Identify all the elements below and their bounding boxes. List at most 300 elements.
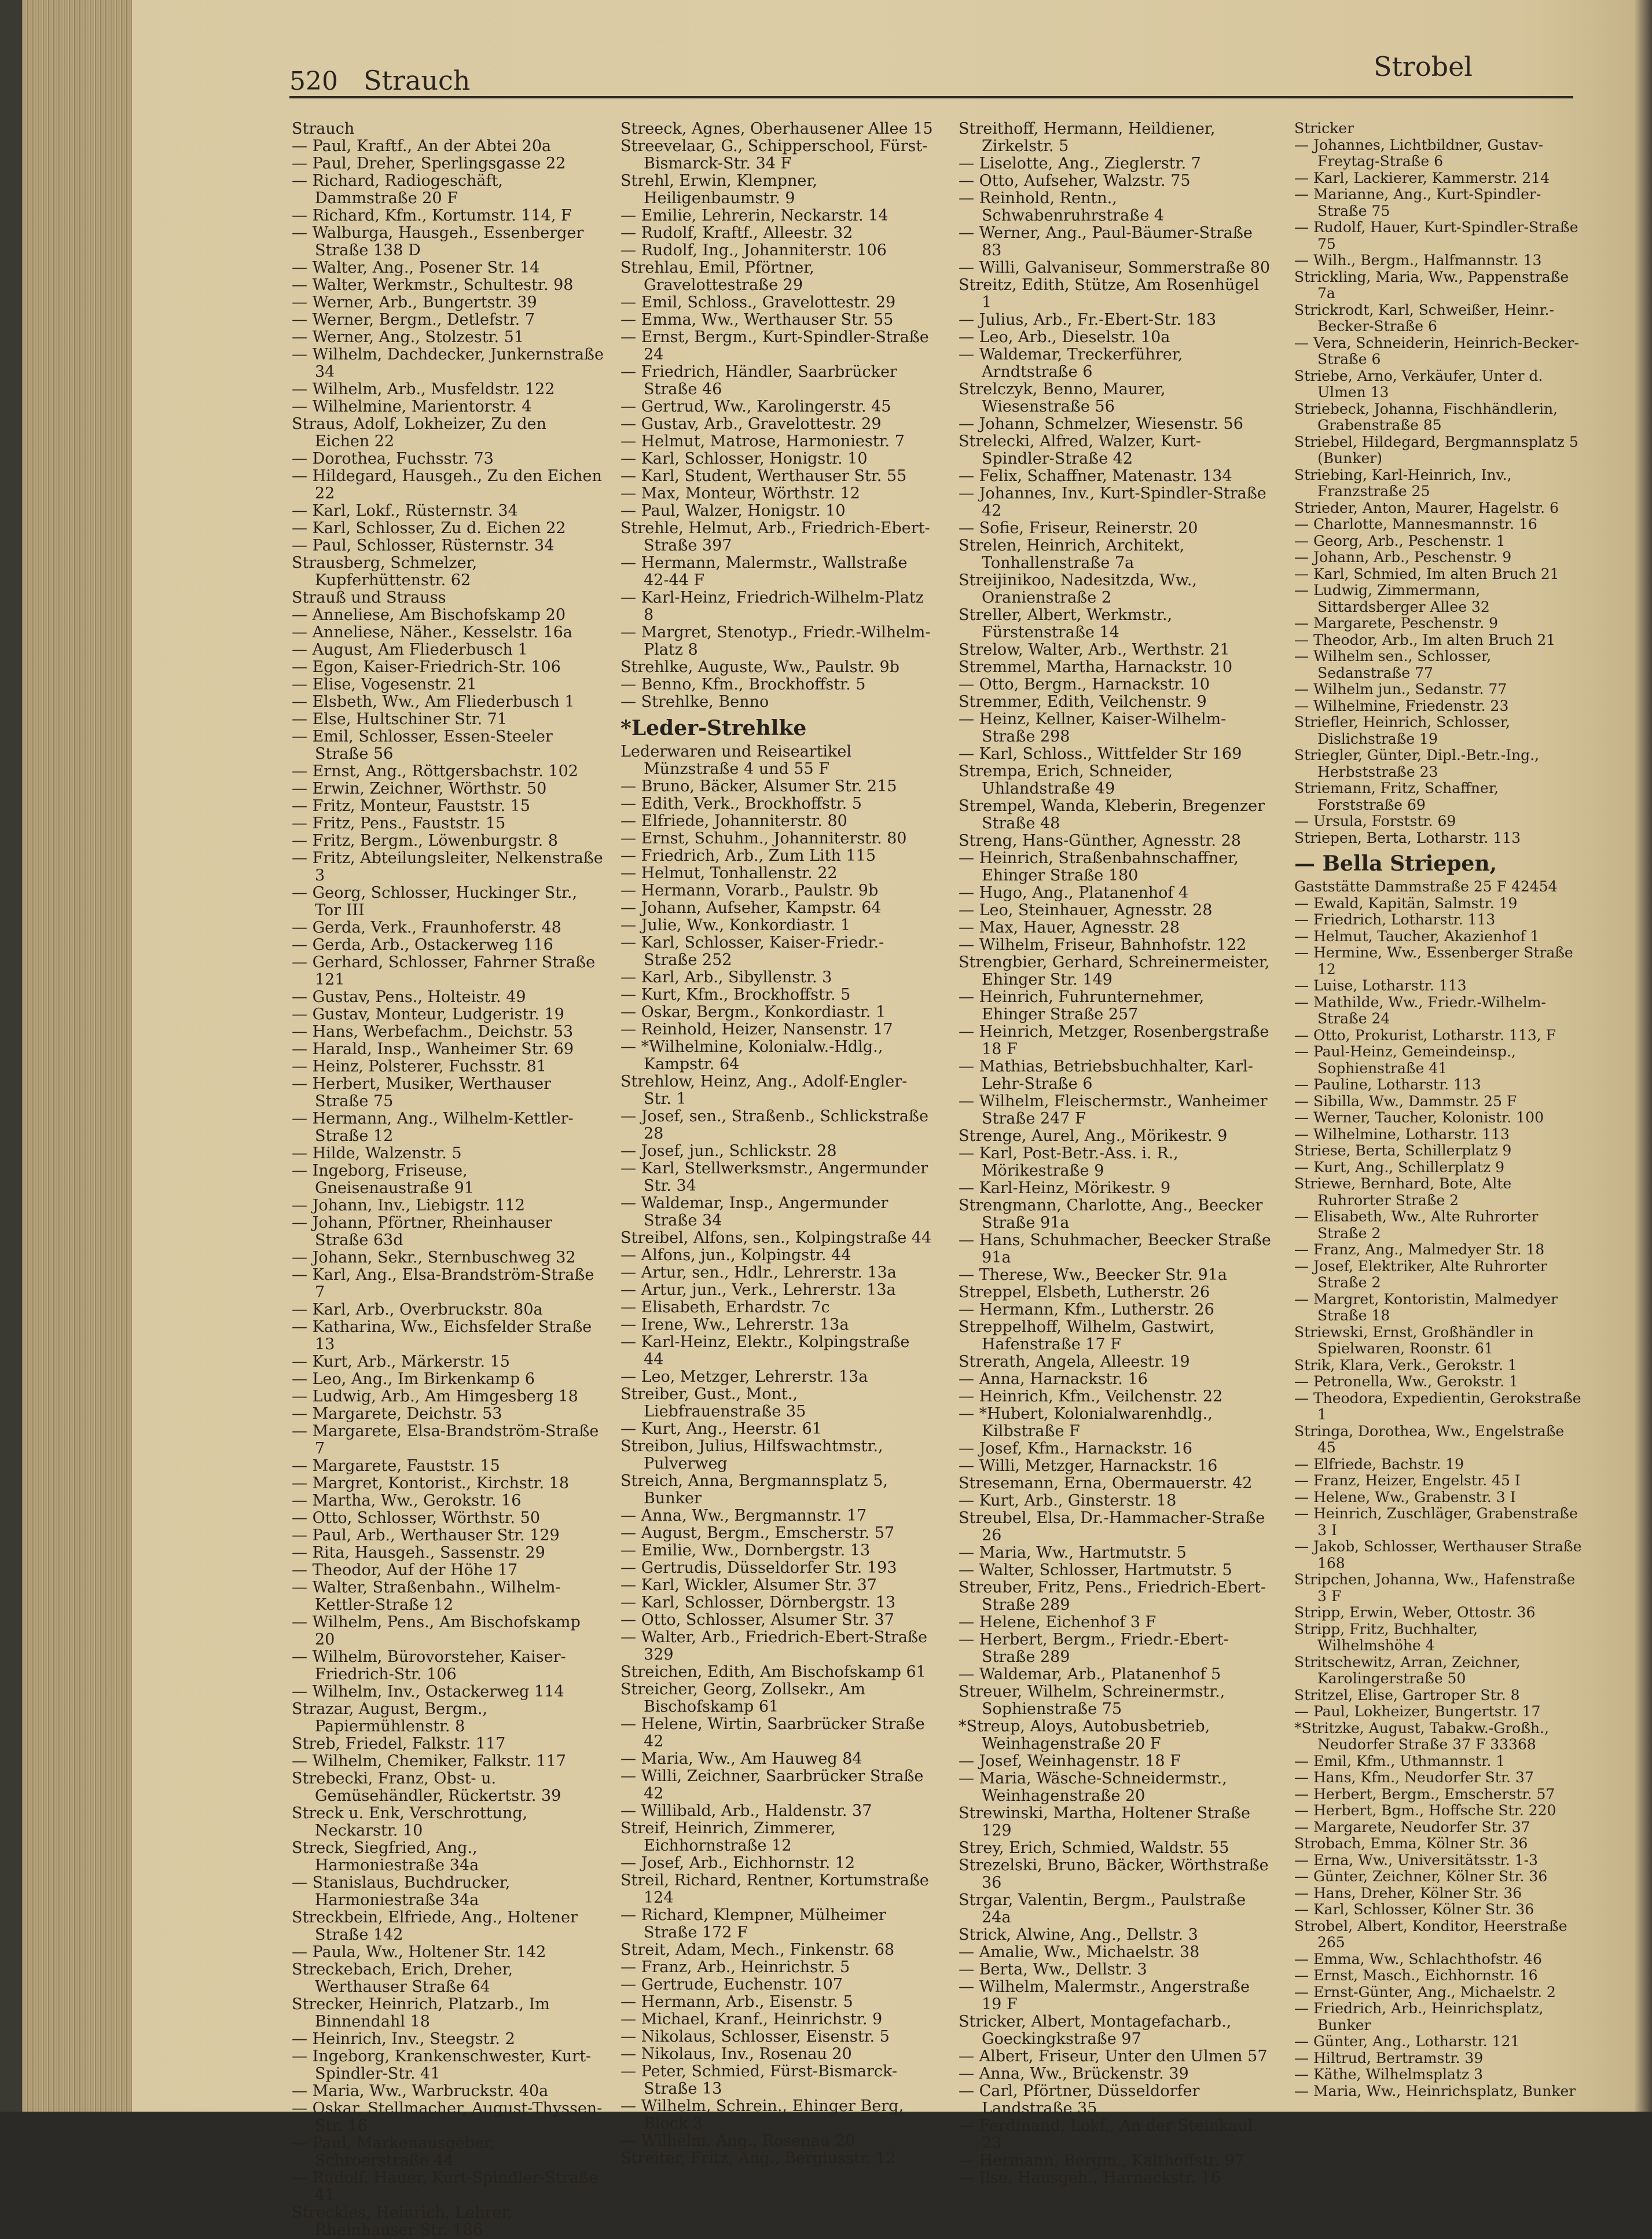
page-number: 520: [289, 67, 338, 96]
directory-entry: Striebeck, Johanna, Fischhändlerin, Grabenstraße 85: [1294, 400, 1558, 434]
directory-entry: Streckebach, Erich, Dreher, Werthauser Straße 64: [292, 1961, 513, 1996]
directory-entry: — Hermann, Malermstr., Wallstraße 42-44 F: [621, 554, 908, 589]
directory-entry: Streppelhoff, Wilhelm, Gastwirt, Hafenstraße 17 F: [959, 1318, 1215, 1353]
directory-entry: — Richard, Klempner, Mülheimer Straße 172 F: [621, 1906, 886, 1941]
directory-entry: — Emma, Ww., Werthauser Str. 55: [621, 311, 894, 329]
directory-entry: — Leo, Arb., Dieselstr. 10a: [959, 328, 1170, 346]
directory-entry: — Charlotte, Mannesmannstr. 16: [1294, 516, 1537, 533]
book-spine-shadow: [1635, 0, 1652, 2112]
directory-entry: — Fritz, Pens., Fauststr. 15: [292, 814, 506, 832]
directory-entry: — Bruno, Bäcker, Alsumer Str. 215: [621, 777, 897, 795]
directory-entry: — Karl, Schlosser, Kaiser-Friedr.-Straße 252: [621, 934, 884, 969]
directory-entry: — Heinrich, Inv., Steegstr. 2: [292, 2030, 515, 2048]
directory-entry: — Martha, Ww., Gerokstr. 16: [292, 1492, 522, 1510]
directory-entry: Stringa, Dorothea, Ww., Engelstraße 45: [1294, 1422, 1565, 1456]
directory-entry: — Paul, Walzer, Honigstr. 10: [621, 502, 846, 520]
directory-entry: Striefler, Heinrich, Schlosser, Dislichstraße 19: [1294, 714, 1510, 747]
directory-entry: Strempel, Wanda, Kleberin, Bregenzer Straße 48: [959, 797, 1265, 832]
directory-entry: Strenge, Aurel, Ang., Mörikestr. 9: [959, 1127, 1228, 1145]
directory-entry: — Josef, Elektriker, Alte Ruhrorter Straße 2: [1294, 1257, 1547, 1291]
directory-entry: — Friedrich, Arb., Zum Lith 115: [621, 847, 876, 865]
directory-entry: — Alfons, jun., Kolpingstr. 44: [621, 1246, 851, 1264]
directory-entry: — Helmut, Tonhallenstr. 22: [621, 864, 838, 882]
directory-entry: Strehlow, Heinz, Ang., Adolf-Engler-Str. 1: [621, 1073, 908, 1108]
directory-column-4: [1294, 120, 1584, 2099]
directory-entry: Strehlke, Auguste, Ww., Paulstr. 9b: [621, 658, 900, 676]
directory-entry: — Johann, Schmelzer, Wiesenstr. 56: [959, 415, 1243, 433]
directory-entry: — Karl, Ang., Elsa-Brandström-Straße 7: [292, 1266, 594, 1301]
directory-entry: — Georg, Schlosser, Huckinger Str., Tor III: [292, 884, 578, 919]
directory-entry: Gaststätte Dammstraße 25 F 42454: [1294, 878, 1558, 895]
directory-entry: — Johann, Inv., Liebigstr. 112: [292, 1196, 526, 1214]
directory-entry: — Wilhelm sen., Schlosser, Sedanstraße 77: [1294, 648, 1492, 681]
directory-entry: Strerath, Angela, Alleestr. 19: [959, 1353, 1190, 1371]
directory-entry: — Rudolf, Ing., Johanniterstr. 106: [621, 241, 887, 259]
directory-entry: Strempa, Erich, Schneider, Uhlandstraße 49: [959, 762, 1173, 798]
directory-entry: Strelczyk, Benno, Maurer, Wiesenstraße 56: [959, 380, 1166, 416]
directory-entry: Streiter, Fritz, Ang., Bergiusstr. 12: [621, 2149, 896, 2167]
directory-entry: — Werner, Ang., Paul-Bäumer-Straße 83: [959, 224, 1253, 259]
directory-entry: — Karl, Post-Betr.-Ass. i. R., Mörikestraße 9: [959, 1144, 1179, 1180]
directory-entry: — Liselotte, Ang., Zieglerstr. 7: [959, 155, 1201, 172]
directory-entry: Stripp, Fritz, Buchhalter, Wilhelmshöhe 4: [1294, 1620, 1478, 1654]
directory-entry: — Herbert, Bergm., Friedr.-Ebert-Straße 289: [959, 1631, 1229, 1666]
directory-entry: Streuer, Wilhelm, Schreinermstr., Sophienstraße 75: [959, 1683, 1225, 1718]
directory-entry: — Emilie, Lehrerin, Neckarstr. 14: [621, 207, 889, 225]
directory-entry: — Willi, Galvaniseur, Sommerstraße 80: [959, 259, 1271, 277]
directory-entry: Strickrodt, Karl, Schweißer, Heinr.-Becker-Straße 6: [1294, 301, 1554, 335]
directory-entry: — Paula, Ww., Holtener Str. 142: [292, 1943, 546, 1961]
directory-entry: — Margarete, Elsa-Brandström-Straße 7: [292, 1422, 599, 1458]
directory-entry: — Ernst, Ang., Röttgersbachstr. 102: [292, 762, 578, 780]
directory-entry: Striebel, Hildegard, Bergmannsplatz 5 (Bunker): [1294, 433, 1578, 467]
directory-entry: — Vera, Schneiderin, Heinrich-Becker-Straße 6: [1294, 334, 1579, 368]
directory-entry: — Walter, Ang., Posener Str. 14: [292, 259, 540, 277]
directory-entry: — Ernst, Bergm., Kurt-Spindler-Straße 24: [621, 328, 929, 364]
directory-entry: — Ursula, Forststr. 69: [1294, 813, 1456, 829]
directory-entry: — Herbert, Bgm., Hoffsche Str. 220: [1294, 1802, 1556, 1819]
directory-entry: — Kurt, Kfm., Brockhoffstr. 5: [621, 986, 851, 1004]
directory-entry: — August, Am Fliederbusch 1: [292, 641, 528, 659]
directory-entry: — Günter, Zeichner, Kölner Str. 36: [1294, 1868, 1548, 1885]
directory-entry: — Paul, Schlosser, Rüsternstr. 34: [292, 537, 555, 555]
directory-entry: Strehle, Helmut, Arb., Friedrich-Ebert-Straße 397: [621, 519, 930, 555]
running-header-left: [289, 65, 470, 96]
directory-entry: — Karl, Schloss., Wittfelder Str 169: [959, 745, 1242, 763]
directory-entry: — Willi, Zeichner, Saarbrücker Straße 42: [621, 1767, 924, 1803]
directory-entry: Streil, Richard, Rentner, Kortumstraße 124: [621, 1871, 929, 1907]
directory-entry: — Emil, Schlosser, Essen-Steeler Straße 56: [292, 728, 553, 763]
directory-entry: Streibel, Alfons, sen., Kolpingstraße 44: [621, 1229, 932, 1247]
directory-entry: — Leo, Metzger, Lehrerstr. 13a: [621, 1368, 868, 1386]
directory-entry: Stremmel, Martha, Harnackstr. 10: [959, 658, 1233, 676]
directory-entry: — Rudolf, Hauer, Kurt-Spindler-Straße 75: [1294, 219, 1578, 252]
directory-entry: Strelen, Heinrich, Architekt, Tonhallenstraße 7a: [959, 537, 1185, 572]
directory-entry: — Karl, Lokf., Rüsternstr. 34: [292, 502, 518, 520]
directory-entry: — Egon, Kaiser-Friedrich-Str. 106: [292, 658, 561, 676]
directory-entry: — Kurt, Ang., Schillerplatz 9: [1294, 1158, 1505, 1176]
directory-entry: — Edith, Verk., Brockhoffstr. 5: [621, 795, 862, 813]
directory-entry: Streng, Hans-Günther, Agnesstr. 28: [959, 832, 1241, 850]
directory-entry: Stritzel, Elise, Gartroper Str. 8: [1294, 1686, 1520, 1704]
directory-entry: — Hildegard, Hausgeh., Zu den Eichen 22: [292, 467, 602, 502]
directory-entry: — Paul, Lokheizer, Bungertstr. 17: [1294, 1703, 1541, 1720]
directory-entry: — Paul, Dreher, Sperlingsgasse 22: [292, 155, 566, 172]
directory-entry: — Berta, Ww., Dellstr. 3: [959, 1961, 1147, 1979]
directory-entry: — Elfriede, Bachstr. 19: [1294, 1455, 1464, 1473]
directory-entry: — Herbert, Musiker, Werthauser Straße 75: [292, 1075, 552, 1110]
directory-entry: — Hermann, Arb., Eisenstr. 5: [621, 1993, 853, 2011]
directory-entry: — Erwin, Zeichner, Wörthstr. 50: [292, 780, 547, 798]
directory-entry: — *Wilhelmine, Kolonialw.-Hdlg., Kampstr. 64: [621, 1038, 883, 1073]
directory-entry: — Reinhold, Heizer, Nansenstr. 17: [621, 1021, 893, 1038]
directory-entry: — Käthe, Wilhelmsplatz 3: [1294, 2066, 1484, 2083]
directory-entry: — Johannes, Lichtbildner, Gustav-Freytag-Straße 6: [1294, 136, 1543, 170]
directory-entry: — Ilse, Hausgeh., Harnackstr. 16: [959, 2169, 1221, 2187]
directory-entry: Strick, Alwine, Ang., Dellstr. 3: [959, 1926, 1198, 1944]
directory-entry: Strengmann, Charlotte, Ang., Beecker Straße 91a: [959, 1196, 1263, 1232]
directory-entry: — Ludwig, Zimmermann, Sittardsberger Allee 32: [1294, 582, 1490, 615]
directory-entry: — Helene, Ww., Grabenstr. 3 I: [1294, 1488, 1516, 1506]
directory-entry: — Franz, Ang., Malmedyer Str. 18: [1294, 1241, 1545, 1258]
directory-entry: *Streup, Aloys, Autobusbetrieb, Weinhagenstraße 20 F: [959, 1717, 1210, 1753]
directory-entry: — Petronella, Ww., Gerokstr. 1: [1294, 1373, 1518, 1390]
directory-column-2: [621, 120, 933, 2167]
directory-entry: — Sibilla, Ww., Dammstr. 25 F: [1294, 1092, 1517, 1110]
directory-entry: — Hermann, Ang., Wilhelm-Kettler-Straße 12: [292, 1110, 574, 1145]
directory-entry: — Anna, Ww., Bergmannstr. 17: [621, 1507, 867, 1525]
directory-entry: — Ingeborg, Krankenschwester, Kurt-Spindler-Str. 41: [292, 2047, 592, 2083]
directory-entry: Strik, Klara, Verk., Gerokstr. 1: [1294, 1356, 1517, 1374]
directory-entry: — Walter, Arb., Friedrich-Ebert-Straße 329: [621, 1628, 928, 1664]
directory-entry: — Benno, Kfm., Brockhoffstr. 5: [621, 676, 866, 693]
directory-entry: Streitz, Edith, Stütze, Am Rosenhügel 1: [959, 276, 1260, 311]
directory-entry: — Karl, Schlosser, Dörnbergstr. 13: [621, 1594, 896, 1612]
directory-entry: Strezelski, Bruno, Bäcker, Wörthstraße 36: [959, 1856, 1269, 1892]
directory-entry: Stripp, Erwin, Weber, Ottostr. 36: [1294, 1604, 1536, 1621]
directory-entry: — Heinz, Polsterer, Fuchsstr. 81: [292, 1058, 546, 1076]
directory-entry: — Karl-Heinz, Elektr., Kolpingstraße 44: [621, 1333, 910, 1368]
directory-entry: Streich, Anna, Bergmannsplatz 5, Bunker: [621, 1472, 888, 1507]
directory-entry: Striemann, Fritz, Schaffner, Forststraße 69: [1294, 780, 1499, 813]
directory-entry: — Erna, Ww., Universitätsstr. 1-3: [1294, 1851, 1538, 1869]
directory-entry: — Walter, Schlosser, Hartmutstr. 5: [959, 1561, 1232, 1579]
directory-entry: — Heinrich, Straßenbahnschaffner, Ehinger Straße 180: [959, 849, 1239, 884]
directory-entry: — Theodor, Arb., Im alten Bruch 21: [1294, 631, 1556, 648]
directory-entry: — Stanislaus, Buchdrucker, Harmoniestraße 34a: [292, 1874, 511, 1909]
directory-entry: — Friedrich, Arb., Heinrichsplatz, Bunker: [1294, 2000, 1544, 2034]
directory-entry: — Otto, Schlosser, Alsumer Str. 37: [621, 1611, 894, 1629]
directory-entry: — Ferdinand, Lokf., An der Steinkaul 23: [959, 2117, 1253, 2152]
directory-entry: — Anna, Ww., Brückenstr. 39: [959, 2065, 1189, 2083]
directory-entry: — Josef, jun., Schlickstr. 28: [621, 1142, 837, 1160]
directory-entry: — Jakob, Schlosser, Werthauser Straße 168: [1294, 1538, 1582, 1572]
directory-entry: — Hermann, Kfm., Lutherstr. 26: [959, 1301, 1214, 1319]
directory-entry: — Werner, Bergm., Detlefstr. 7: [292, 311, 535, 329]
directory-entry: — Josef, Kfm., Harnackstr. 16: [959, 1440, 1192, 1458]
directory-entry: — Dorothea, Fuchsstr. 73: [292, 450, 494, 468]
directory-entry: Striebe, Arno, Verkäufer, Unter d. Ulmen 13: [1294, 367, 1543, 401]
directory-entry: Stricker, Albert, Montagefacharb., Goeckingkstraße 97: [959, 2013, 1232, 2048]
directory-entry: — Gerda, Arb., Ostackerweg 116: [292, 936, 553, 954]
directory-entry: — Waldemar, Treckerführer, Arndtstraße 6: [959, 346, 1183, 381]
directory-entry: — Reinhold, Rentn., Schwabenruhrstraße 4: [959, 189, 1164, 225]
directory-entry: — Kurt, Arb., Ginsterstr. 18: [959, 1492, 1177, 1510]
directory-entry: — Julius, Arb., Fr.-Ebert-Str. 183: [959, 311, 1217, 329]
directory-entry: Strgar, Valentin, Bergm., Paulstraße 24a: [959, 1891, 1246, 1926]
directory-entry: — Wilhelm jun., Sedanstr. 77: [1294, 681, 1507, 698]
directory-entry: — Waldemar, Insp., Angermunder Straße 34: [621, 1194, 889, 1229]
header-rule: [289, 96, 1573, 98]
directory-entry: — Ingeborg, Friseuse, Gneisenaustraße 91: [292, 1162, 474, 1197]
directory-entry: — Friedrich, Lotharstr. 113: [1294, 911, 1496, 928]
directory-entry: — Fritz, Abteilungsleiter, Nelkenstraße 3: [292, 849, 603, 884]
header-first-name: Strauch: [363, 65, 471, 96]
directory-entry: Streck u. Enk, Verschrottung, Neckarstr. 10: [292, 1804, 528, 1840]
directory-entry: Striepen, Berta, Lotharstr. 113: [1294, 829, 1521, 846]
directory-entry: — Ewald, Kapitän, Salmstr. 19: [1294, 894, 1518, 912]
directory-entry: — Emma, Ww., Schlachthofstr. 46: [1294, 1950, 1542, 1968]
directory-entry: — Theodor, Auf der Höhe 17: [292, 1561, 518, 1579]
directory-entry: — Wilhelm, Chemiker, Falkstr. 117: [292, 1752, 566, 1770]
directory-entry: — Wilhelmine, Friedenstr. 23: [1294, 697, 1509, 714]
directory-entry: Streichen, Edith, Am Bischofskamp 61: [621, 1663, 926, 1681]
directory-entry: Streckies, Heinrich, Lehrer, Rheinhauser Str. 186: [292, 2204, 512, 2239]
directory-entry: — Harald, Insp., Wanheimer Str. 69: [292, 1040, 574, 1058]
directory-entry: — Herbert, Bergm., Emscherstr. 57: [1294, 1785, 1555, 1803]
directory-entry: — Luise, Lotharstr. 113: [1294, 977, 1467, 994]
directory-entry: — Ernst, Schuhm., Johanniterstr. 80: [621, 829, 907, 847]
directory-entry: — Amalie, Ww., Michaelstr. 38: [959, 1943, 1200, 1961]
directory-entry: — Artur, jun., Verk., Lehrerstr. 13a: [621, 1281, 896, 1299]
directory-entry: — Irene, Ww., Lehrerstr. 13a: [621, 1316, 849, 1334]
directory-entry: Streithoff, Hermann, Heildiener, Zirkelstr. 5: [959, 120, 1216, 155]
directory-entry: — Richard, Kfm., Kortumstr. 114, F: [292, 207, 572, 225]
directory-entry: — Heinz, Kellner, Kaiser-Wilhelm-Straße 298: [959, 710, 1227, 746]
directory-entry: — Karl, Arb., Overbruckstr. 80a: [292, 1301, 543, 1319]
directory-entry: — Kurt, Arb., Märkerstr. 15: [292, 1353, 510, 1371]
directory-entry: — Julie, Ww., Konkordiastr. 1: [621, 916, 851, 934]
directory-entry: — Helene, Eichenhof 3 F: [959, 1613, 1157, 1631]
directory-entry: — Paul, Kraftf., An der Abtei 20a: [292, 137, 552, 155]
directory-entry: — Karl, Schlosser, Zu d. Eichen 22: [292, 519, 566, 537]
directory-entry: — Gerda, Verk., Fraunhoferstr. 48: [292, 919, 561, 937]
directory-entry: Strobach, Emma, Kölner Str. 36: [1294, 1835, 1528, 1852]
directory-entry: — Kurt, Ang., Heerstr. 61: [621, 1420, 822, 1438]
directory-entry: — Friedrich, Händler, Saarbrücker Straße 46: [621, 363, 897, 398]
directory-entry: — Georg, Arb., Peschenstr. 1: [1294, 532, 1506, 549]
directory-entry: — Elisabeth, Ww., Alte Ruhrorter Straße 2: [1294, 1208, 1539, 1242]
directory-entry: Strickling, Maria, Ww., Pappenstraße 7a: [1294, 268, 1569, 302]
directory-entry: — Otto, Prokurist, Lotharstr. 113, F: [1294, 1026, 1556, 1044]
directory-entry: — Wilhelm, Malermstr., Angerstraße 19 F: [959, 1978, 1250, 2013]
directory-entry: — Michael, Kranf., Heinrichstr. 9: [621, 2010, 883, 2028]
directory-entry: Streeck, Agnes, Oberhausener Allee 15: [621, 120, 933, 138]
directory-entry: — Oskar, Bergm., Konkordiastr. 1: [621, 1003, 886, 1021]
directory-entry: — Gerhard, Schlosser, Fahrner Straße 121: [292, 953, 596, 989]
directory-entry: — Werner, Arb., Bungertstr. 39: [292, 293, 537, 311]
directory-entry: — Johann, Arb., Peschenstr. 9: [1294, 549, 1512, 566]
directory-entry: Strewinski, Martha, Holtener Straße 129: [959, 1804, 1251, 1840]
directory-entry: — Wilhelm, Pens., Am Bischofskamp 20: [292, 1613, 581, 1649]
directory-entry: — Paul, Arb., Werthauser Str. 129: [292, 1526, 560, 1544]
directory-entry: — Ernst-Günter, Ang., Michaelstr. 2: [1294, 1983, 1556, 2001]
directory-entry: — Emil, Kfm., Uthmannstr. 1: [1294, 1752, 1506, 1770]
directory-entry: — Wilhelm, Fleischermstr., Wanheimer Straße 247 F: [959, 1092, 1268, 1128]
directory-entry: — Werner, Ang., Stolzestr. 51: [292, 328, 524, 346]
directory-entry: Strengbier, Gerhard, Schreinermeister, Ehinger Str. 149: [959, 953, 1270, 989]
directory-entry: — Elise, Vogesenstr. 21: [292, 676, 477, 693]
directory-entry: — Heinrich, Metzger, Rosenbergstraße 18 F: [959, 1023, 1269, 1058]
directory-entry: — Wilhelm, Friseur, Bahnhofstr. 122: [959, 936, 1247, 954]
directory-entry: Lederwaren und Reiseartikel Münzstraße 4 und 55 F: [621, 743, 852, 778]
directory-entry: — Hans, Werbefachm., Deichstr. 53: [292, 1023, 574, 1041]
directory-entry: — Margret, Stenotyp., Friedr.-Wilhelm-Platz 8: [621, 623, 931, 659]
directory-entry: — Gustav, Arb., Gravelottestr. 29: [621, 415, 882, 433]
directory-entry: — *Hubert, Kolonialwarenhdlg., Kilbstraße F: [959, 1405, 1213, 1440]
directory-entry: — Helmut, Taucher, Akazienhof 1: [1294, 927, 1540, 945]
directory-entry: — Waldemar, Arb., Platanenhof 5: [959, 1665, 1221, 1683]
directory-entry: — Helmut, Matrose, Harmoniestr. 7: [621, 432, 905, 450]
directory-entry: — Johann, Aufseher, Kampstr. 64: [621, 899, 882, 917]
directory-entry: — Hans, Kfm., Neudorfer Str. 37: [1294, 1769, 1534, 1786]
directory-entry: Strehl, Erwin, Klempner, Heiligenbaumstr. 9: [621, 172, 817, 207]
directory-entry: — Otto, Schlosser, Wörthstr. 50: [292, 1509, 541, 1527]
directory-column-3: [959, 120, 1271, 2187]
directory-entry: — Willibald, Arb., Haldenstr. 37: [621, 1802, 872, 1820]
directory-entry: Streif, Heinrich, Zimmerer, Eichhornstraße 12: [621, 1819, 836, 1855]
directory-entry: — Marianne, Ang., Kurt-Spindler-Straße 75: [1294, 186, 1541, 219]
directory-entry: — Gustav, Monteur, Ludgeristr. 19: [292, 1005, 564, 1023]
directory-entry: — Gertrudis, Düsseldorfer Str. 193: [621, 1559, 897, 1577]
directory-entry: — Hilde, Walzenstr. 5: [292, 1144, 462, 1162]
directory-entry: — Karl, Schlosser, Kölner Str. 36: [1294, 1901, 1534, 1918]
directory-entry: Strelecki, Alfred, Walzer, Kurt-Spindler-Straße 42: [959, 432, 1201, 468]
directory-entry: — Wilh., Bergm., Halfmannstr. 13: [1294, 252, 1542, 269]
directory-entry: Streckbein, Elfriede, Ang., Holtener Straße 142: [292, 1908, 578, 1944]
directory-entry: — Johann, Sekr., Sternbuschweg 32: [292, 1249, 576, 1267]
advertisement-entry: *Leder-Strehlke: [621, 716, 807, 740]
directory-entry: — Otto, Aufseher, Walzstr. 75: [959, 172, 1191, 190]
directory-entry: — Peter, Schmied, Fürst-Bismarck-Straße 13: [621, 2062, 898, 2098]
directory-entry: Strazar, August, Bergm., Papiermühlenstr. 8: [292, 1700, 487, 1735]
directory-entry: — Walter, Straßenbahn., Wilhelm-Kettler-Straße 12: [292, 1579, 561, 1614]
directory-entry: — August, Bergm., Emscherstr. 57: [621, 1524, 895, 1542]
directory-entry: — Johann, Pförtner, Rheinhauser Straße 63d: [292, 1214, 553, 1249]
directory-entry: — Walburga, Hausgeh., Essenberger Straße 138 D: [292, 224, 584, 259]
advertisement-entry: — Bella Striepen,: [1294, 851, 1497, 876]
directory-entry: — Margarete, Peschenstr. 9: [1294, 615, 1498, 632]
directory-entry: Streibon, Julius, Hilfswachtmstr., Pulverweg: [621, 1437, 883, 1473]
directory-entry: — Heinrich, Kfm., Veilchenstr. 22: [959, 1388, 1223, 1405]
directory-entry: Streppel, Elsbeth, Lutherstr. 26: [959, 1283, 1210, 1301]
directory-entry: — Elsbeth, Ww., Am Fliederbusch 1: [292, 693, 575, 711]
directory-entry: — Heinrich, Fuhrunternehmer, Ehinger Straße 257: [959, 988, 1205, 1023]
directory-entry: — Rudolf, Hauer, Kurt-Spindler-Straße 41: [292, 2169, 599, 2204]
directory-entry: Stripchen, Johanna, Ww., Hafenstraße 3 F: [1294, 1571, 1576, 1605]
directory-entry: Strieder, Anton, Maurer, Hagelstr. 6: [1294, 499, 1559, 516]
directory-entry: — Nikolaus, Inv., Rosenau 20: [621, 2045, 852, 2063]
directory-entry: — Elisabeth, Erhardstr. 7c: [621, 1298, 830, 1316]
directory-entry: — Helene, Wirtin, Saarbrücker Straße 42: [621, 1715, 925, 1750]
directory-entry: — Katharina, Ww., Eichsfelder Straße 13: [292, 1318, 592, 1353]
directory-entry: Stremmer, Edith, Veilchenstr. 9: [959, 693, 1207, 711]
directory-entry: Strecker, Heinrich, Platzarb., Im Binnendahl 18: [292, 1995, 550, 2031]
directory-entry: — Maria, Ww., Warbruckstr. 40a: [292, 2082, 549, 2100]
directory-entry: — Max, Monteur, Wörthstr. 12: [621, 484, 860, 502]
directory-entry: — Hans, Schuhmacher, Beecker Straße 91a: [959, 1231, 1271, 1267]
directory-entry: — Therese, Ww., Beecker Str. 91a: [959, 1266, 1227, 1284]
directory-entry: Streiber, Gust., Mont., Liebfrauenstraße 35: [621, 1385, 806, 1421]
directory-entry: — Artur, sen., Hdlr., Lehrerstr. 13a: [621, 1264, 897, 1282]
directory-entry: — Anneliese, Am Bischofskamp 20: [292, 606, 566, 624]
directory-entry: — Felix, Schaffner, Matenastr. 134: [959, 467, 1232, 485]
directory-entry: Straus, Adolf, Lokheizer, Zu den Eichen 22: [292, 415, 546, 450]
directory-entry: Streck, Siegfried, Ang., Harmoniestraße 34a: [292, 1839, 479, 1874]
directory-entry: Striewe, Bernhard, Bote, Alte Ruhrorter Straße 2: [1294, 1175, 1512, 1209]
directory-entry: — Anna, Harnackstr. 16: [959, 1370, 1148, 1388]
directory-entry: — Ludwig, Arb., Am Himgesberg 18: [292, 1388, 578, 1405]
directory-entry: — Karl, Schlosser, Honigstr. 10: [621, 450, 868, 468]
directory-entry: — Emil, Schloss., Gravelottestr. 29: [621, 293, 896, 311]
directory-entry: — Willi, Metzger, Harnackstr. 16: [959, 1457, 1218, 1475]
directory-entry: — Karl, Stellwerksmstr., Angermunder Str. 34: [621, 1159, 928, 1195]
directory-entry: — Hermann, Vorarb., Paulstr. 9b: [621, 882, 879, 900]
directory-entry: — Emilie, Ww., Dornbergstr. 13: [621, 1541, 871, 1559]
directory-entry: — Walter, Werkmstr., Schultestr. 98: [292, 276, 574, 294]
directory-entry: — Mathilde, Ww., Friedr.-Wilhelm-Straße 24: [1294, 993, 1546, 1027]
directory-entry: — Hiltrud, Bertramstr. 39: [1294, 2049, 1484, 2067]
directory-entry: — Margret, Kontorist., Kirchstr. 18: [292, 1474, 569, 1492]
directory-entry: — Richard, Radiogeschäft, Dammstraße 20 F: [292, 172, 503, 207]
directory-entry: — Karl, Arb., Sibyllenstr. 3: [621, 968, 832, 986]
directory-entry: — Karl, Student, Werthauser Str. 55: [621, 467, 907, 485]
directory-entry: Strelow, Walter, Arb., Werthstr. 21: [959, 641, 1230, 659]
directory-entry: — Paul, Markenausgeber, Schroerstraße 44: [292, 2134, 495, 2170]
directory-entry: — Margarete, Deichstr. 53: [292, 1405, 502, 1423]
directory-entry: Streevelaar, G., Schipperschool, Fürst-Bismarck-Str. 34 F: [621, 137, 928, 172]
directory-entry: — Karl, Wickler, Alsumer Str. 37: [621, 1576, 877, 1594]
directory-column-1: [292, 120, 604, 2239]
directory-entry: Strey, Erich, Schmied, Waldstr. 55: [959, 1839, 1229, 1857]
directory-entry: Stricker: [1294, 120, 1354, 137]
directory-entry: — Franz, Arb., Heinrichstr. 5: [621, 1958, 850, 1976]
directory-entry: — Mathias, Betriebsbuchhalter, Karl-Lehr-Straße 6: [959, 1058, 1253, 1093]
directory-entry: Streicher, Georg, Zollsekr., Am Bischofskamp 61: [621, 1680, 865, 1716]
directory-entry: Strehlau, Emil, Pförtner, Gravelottestraße 29: [621, 259, 814, 294]
directory-entry: — Ernst, Masch., Eichhornstr. 16: [1294, 1967, 1538, 1984]
directory-entry: — Theodora, Expedientin, Gerokstraße 1: [1294, 1389, 1581, 1423]
directory-entry: — Leo, Ang., Im Birkenkamp 6: [292, 1370, 535, 1388]
directory-entry: Strauß und Strauss: [292, 589, 446, 607]
scan-background-edge: [0, 0, 22, 2112]
directory-entry: — Maria, Ww., Hartmutstr. 5: [959, 1544, 1187, 1562]
directory-entry: Strobel, Albert, Konditor, Heerstraße 265: [1294, 1917, 1567, 1951]
directory-entry: — Hugo, Ang., Platanenhof 4: [959, 884, 1189, 902]
directory-entry: — Werner, Taucher, Kolonistr. 100: [1294, 1109, 1544, 1126]
directory-entry: — Wilhelm, Schrein., Ehinger Berg, Block 3: [621, 2097, 904, 2132]
directory-entry: — Pauline, Lotharstr. 113: [1294, 1076, 1481, 1093]
directory-entry: — Margarete, Fauststr. 15: [292, 1457, 500, 1475]
directory-entry: — Johannes, Inv., Kurt-Spindler-Straße 42: [959, 484, 1266, 520]
directory-entry: — Günter, Ang., Lotharstr. 121: [1294, 2033, 1520, 2050]
directory-entry: — Rita, Hausgeh., Sassenstr. 29: [292, 1544, 545, 1562]
directory-entry: — Wilhelm, Ang., Rosenau 20: [621, 2132, 856, 2150]
directory-entry: — Elfriede, Johanniterstr. 80: [621, 812, 847, 830]
directory-entry: — Else, Hultschiner Str. 71: [292, 710, 508, 728]
directory-entry: — Hans, Dreher, Kölner Str. 36: [1294, 1884, 1522, 1902]
directory-entry: — Josef, sen., Straßenb., Schlickstraße 28: [621, 1107, 928, 1143]
